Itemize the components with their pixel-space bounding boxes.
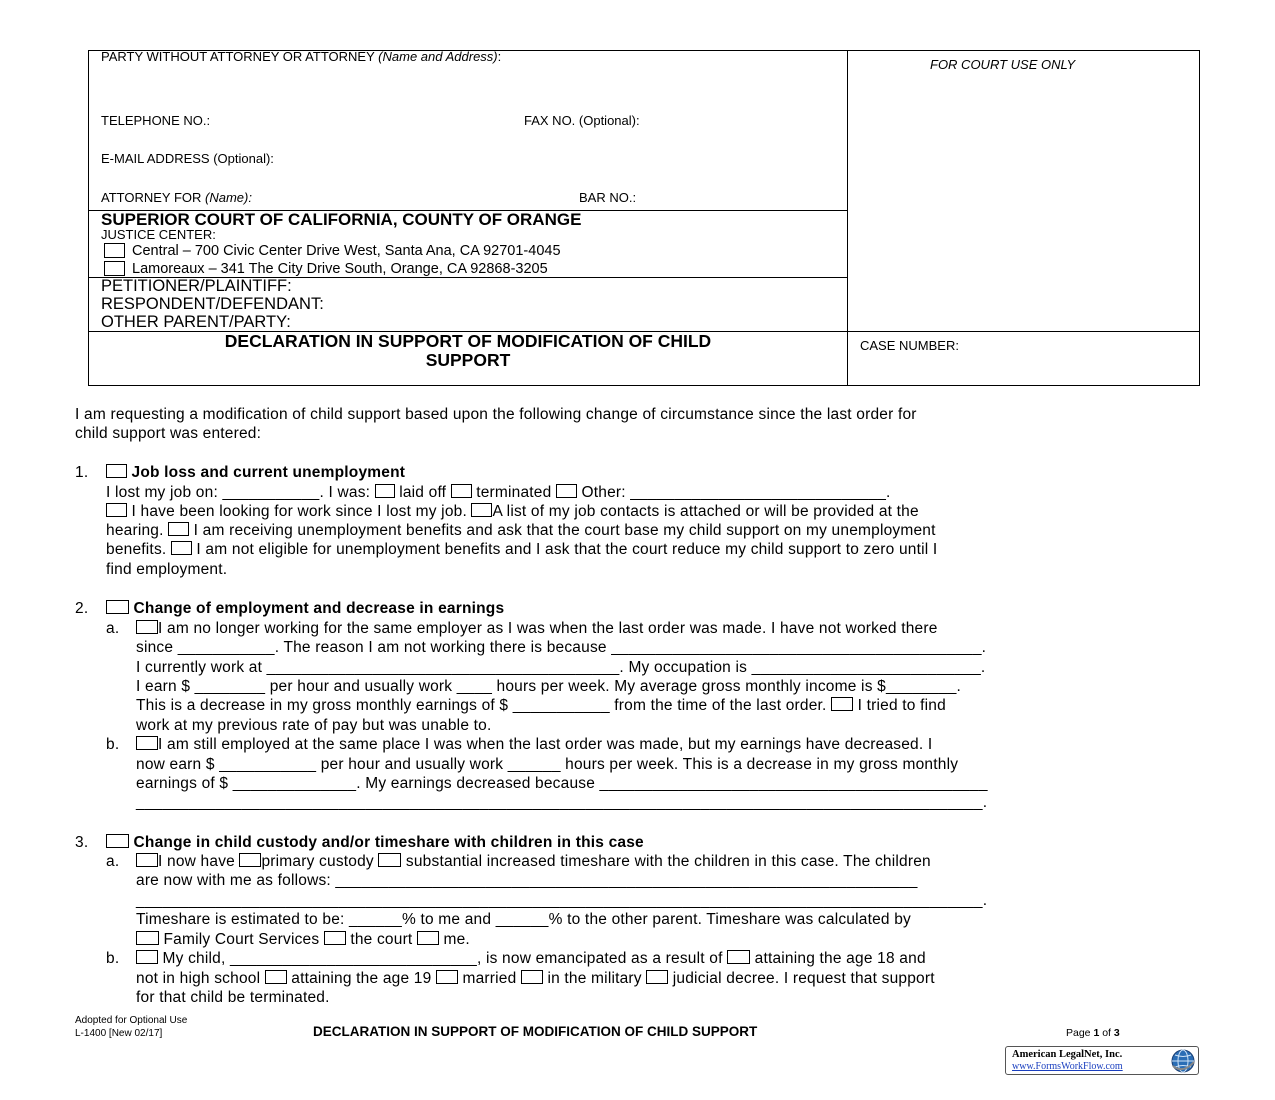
bar-no-label: BAR NO.: xyxy=(579,190,637,205)
telephone-label: TELEPHONE NO.: xyxy=(101,113,211,128)
section1-checkbox[interactable] xyxy=(106,464,127,478)
case-number-label: CASE NUMBER: xyxy=(860,338,959,353)
s3a-line3: ________________________________________________________________________________________________. xyxy=(136,892,988,909)
married-checkbox[interactable] xyxy=(436,970,458,984)
laid-off-checkbox[interactable] xyxy=(375,484,395,498)
terminated-checkbox[interactable] xyxy=(451,484,472,498)
s2a-line3: I currently work at ________________________________________. My occupation is __________________________. xyxy=(136,659,986,676)
s1-line3: hearing. I am receiving unemployment benefits and ask that the court base my child support on my unemployment xyxy=(106,522,936,539)
s3b-line1: My child, ____________________________, is now emancipated as a result of attaining the age 18 and xyxy=(136,950,926,968)
s3b-label: b. xyxy=(106,950,120,967)
footer-form-id: L-1400 [New 02/17] xyxy=(75,1028,163,1039)
other-checkbox[interactable] xyxy=(556,484,577,498)
justice-center-label: JUSTICE CENTER: xyxy=(101,227,216,242)
s3a-line4: Timeshare is estimated to be: ______% to me and ______% to the other parent. Timeshare was calculated by xyxy=(136,911,911,928)
s1-line5: find employment. xyxy=(106,561,228,578)
central-checkbox[interactable] xyxy=(104,243,125,258)
s1-line4: benefits. I am not eligible for unemployment benefits and I ask that the court reduce my child support to zero until I xyxy=(106,541,938,558)
tried-to-find-checkbox[interactable] xyxy=(831,697,853,711)
court-name: SUPERIOR COURT OF CALIFORNIA, COUNTY OF ORANGE xyxy=(101,210,582,229)
fax-label: FAX NO. (Optional): xyxy=(524,113,640,128)
receiving-benefits-checkbox[interactable] xyxy=(168,522,189,536)
form-title-line1: DECLARATION IN SUPPORT OF MODIFICATION OF CHILD xyxy=(224,331,712,351)
s2a-label: a. xyxy=(106,620,120,637)
form-title-line2: SUPPORT xyxy=(425,350,511,370)
s2b-line4: ________________________________________________________________________________________________. xyxy=(136,794,988,811)
age-19-checkbox[interactable] xyxy=(265,970,287,984)
petitioner-label: PETITIONER/PLAINTIFF: xyxy=(101,277,292,295)
other-parent-label: OTHER PARENT/PARTY: xyxy=(101,313,291,331)
section2-number: 2. xyxy=(75,600,89,617)
section3-number: 3. xyxy=(75,834,89,851)
footer-title: DECLARATION IN SUPPORT OF MODIFICATION OF CHILD SUPPORT xyxy=(313,1024,758,1039)
increased-timeshare-checkbox[interactable] xyxy=(378,853,401,867)
s2b-line3: earnings of $ ______________. My earnings decreased because ____________________________________________ xyxy=(136,775,988,792)
section3-heading: Change in child custody and/or timeshare with children in this case xyxy=(106,834,644,852)
globe-icon xyxy=(1170,1048,1196,1074)
publisher-name: American LegalNet, Inc. xyxy=(1012,1049,1123,1060)
lamoreaux-checkbox[interactable] xyxy=(104,261,125,276)
me-checkbox[interactable] xyxy=(417,931,439,945)
s2a-line6: work at my previous rate of pay but was unable to. xyxy=(136,717,492,734)
s2a-line1: I am no longer working for the same employer as I was when the last order was made. I have not worked there xyxy=(136,620,938,638)
respondent-label: RESPONDENT/DEFENDANT: xyxy=(101,295,324,313)
s2b-checkbox[interactable] xyxy=(136,736,158,750)
intro-line1: I am requesting a modification of child support based upon the following change of circumstance since the last order for xyxy=(75,406,917,423)
s3a-line2: are now with me as follows: __________________________________________________________________ xyxy=(136,872,918,889)
party-label: PARTY WITHOUT ATTORNEY OR ATTORNEY (Name and Address): xyxy=(101,49,502,64)
s3a-checkbox[interactable] xyxy=(136,853,158,867)
central-address: Central – 700 Civic Center Drive West, Santa Ana, CA 92701-4045 xyxy=(132,243,561,259)
s2a-checkbox[interactable] xyxy=(136,620,158,634)
intro-line2: child support was entered: xyxy=(75,425,262,442)
s2b-line1: I am still employed at the same place I was when the last order was made, but my earnings have decreased. I xyxy=(136,736,932,754)
section1-number: 1. xyxy=(75,464,89,481)
the-court-checkbox[interactable] xyxy=(324,931,346,945)
s3a-line1: I now have primary custody substantial increased timeshare with the children in this case. The children xyxy=(136,853,931,871)
publisher-logo[interactable] xyxy=(1005,1046,1199,1075)
s2b-label: b. xyxy=(106,736,120,753)
footer-adopted: Adopted for Optional Use xyxy=(75,1015,188,1026)
court-use-label: FOR COURT USE ONLY xyxy=(930,57,1076,72)
s3a-line5: Family Court Services the court me. xyxy=(136,931,470,949)
s2a-line4: I earn $ ________ per hour and usually work ____ hours per week. My average gross monthly income is $________. xyxy=(136,678,962,695)
section2-checkbox[interactable] xyxy=(106,600,129,614)
s2a-line2: since ___________. The reason I am not working there is because __________________________________________. xyxy=(136,639,987,656)
primary-custody-checkbox[interactable] xyxy=(239,853,261,867)
section3-checkbox[interactable] xyxy=(106,834,129,848)
looking-for-work-checkbox[interactable] xyxy=(106,503,127,517)
military-checkbox[interactable] xyxy=(521,970,543,984)
s2a-line5: This is a decrease in my gross monthly earnings of $ ___________ from the time of the last order. I tried to find xyxy=(136,697,946,714)
judicial-decree-checkbox[interactable] xyxy=(646,970,668,984)
s3b-checkbox[interactable] xyxy=(136,950,158,964)
not-eligible-checkbox[interactable] xyxy=(171,541,192,555)
family-court-services-checkbox[interactable] xyxy=(136,931,159,945)
section1-heading: Job loss and current unemployment xyxy=(106,464,405,482)
section2-heading: Change of employment and decrease in earnings xyxy=(106,600,504,618)
s3a-label: a. xyxy=(106,853,120,870)
s3b-line3: for that child be terminated. xyxy=(136,989,330,1006)
publisher-url: www.FormsWorkFlow.com xyxy=(1012,1061,1123,1072)
s1-line2: I have been looking for work since I lost my job. A list of my job contacts is attached or will be provided at the xyxy=(106,503,919,521)
lamoreaux-address: Lamoreaux – 341 The City Drive South, Orange, CA 92868-3205 xyxy=(132,261,548,277)
email-label: E-MAIL ADDRESS (Optional): xyxy=(101,151,274,166)
s1-line1: I lost my job on: ___________. I was: laid off terminated Other: _____________________________. xyxy=(106,484,891,501)
s2b-line2: now earn $ ___________ per hour and usually work ______ hours per week. This is a decrease in my gross monthly xyxy=(136,756,959,773)
attorney-for-label: ATTORNEY FOR (Name): xyxy=(101,190,252,205)
age-18-checkbox[interactable] xyxy=(727,950,750,964)
s3b-line2: not in high school attaining the age 19 married in the military judicial decree. I request that support xyxy=(136,970,935,987)
footer-page: Page 1 of 3 xyxy=(1066,1027,1120,1039)
job-contacts-checkbox[interactable] xyxy=(471,503,492,517)
